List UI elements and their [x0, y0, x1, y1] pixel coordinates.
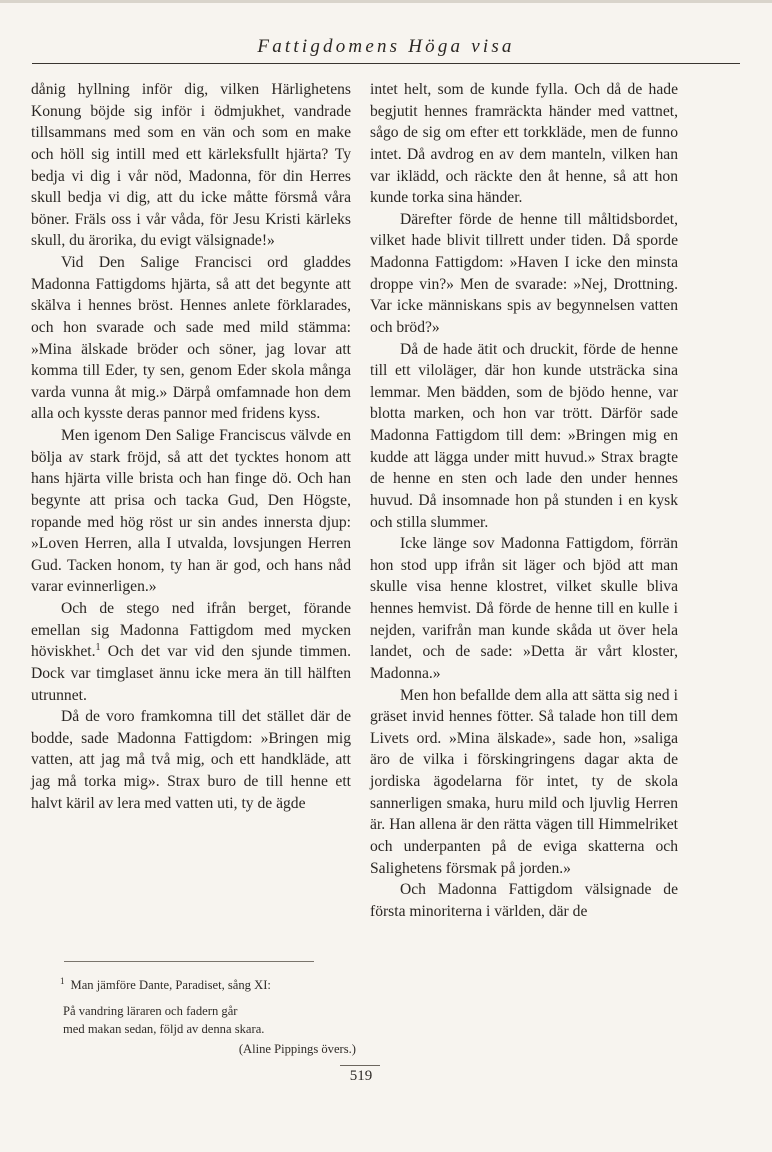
right-column	[370, 79, 678, 922]
footnote	[60, 972, 356, 1058]
running-header	[32, 30, 740, 64]
paragraph-with-footnote	[31, 598, 351, 706]
footnote-text: Man jämföre Dante, Paradiset, sång XI:	[70, 978, 271, 992]
left-column	[31, 79, 351, 814]
footnote-mark: 1	[60, 976, 65, 986]
paragraph: Och Madonna Fattigdom välsignade de första minoriterna i världen, där de	[370, 881, 678, 920]
footnote-rule	[64, 961, 314, 962]
verse-line: På vandring läraren och fadern går	[63, 1004, 238, 1018]
paragraph: Icke länge sov Madonna Fattigdom, förrän hon stod upp ifrån sit läger och bjöd att man skulle visa henne klostret, vilket skulle bliva hennes hemvist. Då förde de henne till en kulle i nejden, varifrån man kunde skåda ut över hela landet, och de sade: »Detta är vårt kloster, Madonna.»	[370, 535, 678, 682]
paragraph: Därefter förde de henne till måltidsbordet, vilket hade blivit tillrett under tiden. Då sporde Madonna Fattigdom: »Haven I icke den minsta droppe vin?» Men de svarade: »Nej, Drottning. Var icke människans spis av begynnelsen vatten och bröd?»	[370, 210, 678, 336]
page-number-rule	[340, 1065, 380, 1066]
running-header-title: Fattigdomens Höga visa	[257, 36, 515, 57]
footnote-first-line	[60, 972, 356, 994]
header-rule	[32, 63, 740, 64]
paragraph: intet helt, som de kunde fylla. Och då de hade begjutit hennes framräckta händer med vattnet, sågo de sig om efter ett torkkläde, men de funno intet. Då avdrog en av dem manteln, vilken han var iklädd, och räckte den åt henne, så att hon kunde torka sina händer.	[370, 81, 678, 207]
paragraph: Vid Den Salige Francisci ord gladdes Madonna Fattigdoms hjärta, så att det begynte att skälva i hennes bröst. Hennes anlete förklarades, och hon svarade och sade med mild stämma: »Mina älskade bröder och söner, jag lovar att komma till Eder, ty sen, genom Eder skola många varda vunna åt mig.» Därpå omfamnade hon dem alla och kysste deras pannor med fridens kyss.	[31, 254, 351, 423]
page-top-edge	[0, 0, 772, 3]
paragraph-text: Och det var vid den sjunde timmen. Dock var timglaset ännu icke mera än till hälften utrunnet.	[31, 643, 351, 704]
paragraph: dånig hyllning inför dig, vilken Härlighetens Konung böjde sig inför i ödmjukhet, vandrade tillsammans med som en vän och som en make och höll sig intill med ett kärleksfullt hjärta? Ty bedja vi dig i vår nöd, Madonna, för din Herres skull bedja vi dig, att du icke måtte försmå våra böner. Fräls oss i vår våda, för Jesu Kristi kärleks skull, du ärorika, du evigt välsignade!»	[31, 81, 351, 250]
verse-line: med makan sedan, följd av denna skara.	[63, 1022, 265, 1036]
footnote-reference: 1	[95, 642, 101, 654]
paragraph-text: Och de stego ned ifrån berget, förande emellan sig Madonna Fattigdom med mycken höviskhet.	[31, 600, 351, 661]
paragraph: Då de voro framkomna till det stället där de bodde, sade Madonna Fattigdom: »Bringen mig vatten, att jag må två mig, och ett handkläde, att jag må torka mig». Strax buro de till henne ett halvt käril av lera med vatten uti, ty de ägde	[31, 708, 351, 812]
footnote-verse	[60, 1002, 356, 1038]
paragraph: Då de hade ätit och druckit, förde de henne till ett viloläger, där hon kunde utsträcka sina lemmar. Men bädden, som de bjödo henne, var blotta marken, och hon var trött. Därför sade Madonna Fattigdom till dem: »Bringen mig en kudde att lägga under mitt huvud.» Strax bragte de henne en sten och lade den under hennes huvud. Då insomnade hon på stunden i en kysk och stilla slummer.	[370, 340, 678, 531]
paragraph: Men hon befallde dem alla att sätta sig ned i gräset invid hennes fötter. Så talade hon till dem Livets ord. »Mina älskade», sade hon, »saliga äro de vilka i förskingringens dagar akta de jordiska ägodelarna för intet, ty de skola sannerligen smaka, huru mild och ljuvlig Herren är. Han allena är den rätta vägen till Himmelriket och underpanten på de eviga skatterna och Salighetens försmak på jorden.»	[370, 686, 678, 877]
paragraph: Men igenom Den Salige Franciscus välvde en bölja av stark fröjd, så att det tycktes honom att hans hjärta ville brista och han finge dö. Och han begynte att prisa och tacka Gud, Den Högste, ropande med hög röst ur sin andes innersta djup: »Loven Herren, alla I utvalda, lovsjungen Herren Gud. Tacken honom, ty han är god, och hans nåd varar evinnerligen.»	[31, 427, 351, 596]
footnote-credit: (Aline Pippings övers.)	[238, 1042, 356, 1056]
page-number: 519	[349, 1068, 373, 1084]
